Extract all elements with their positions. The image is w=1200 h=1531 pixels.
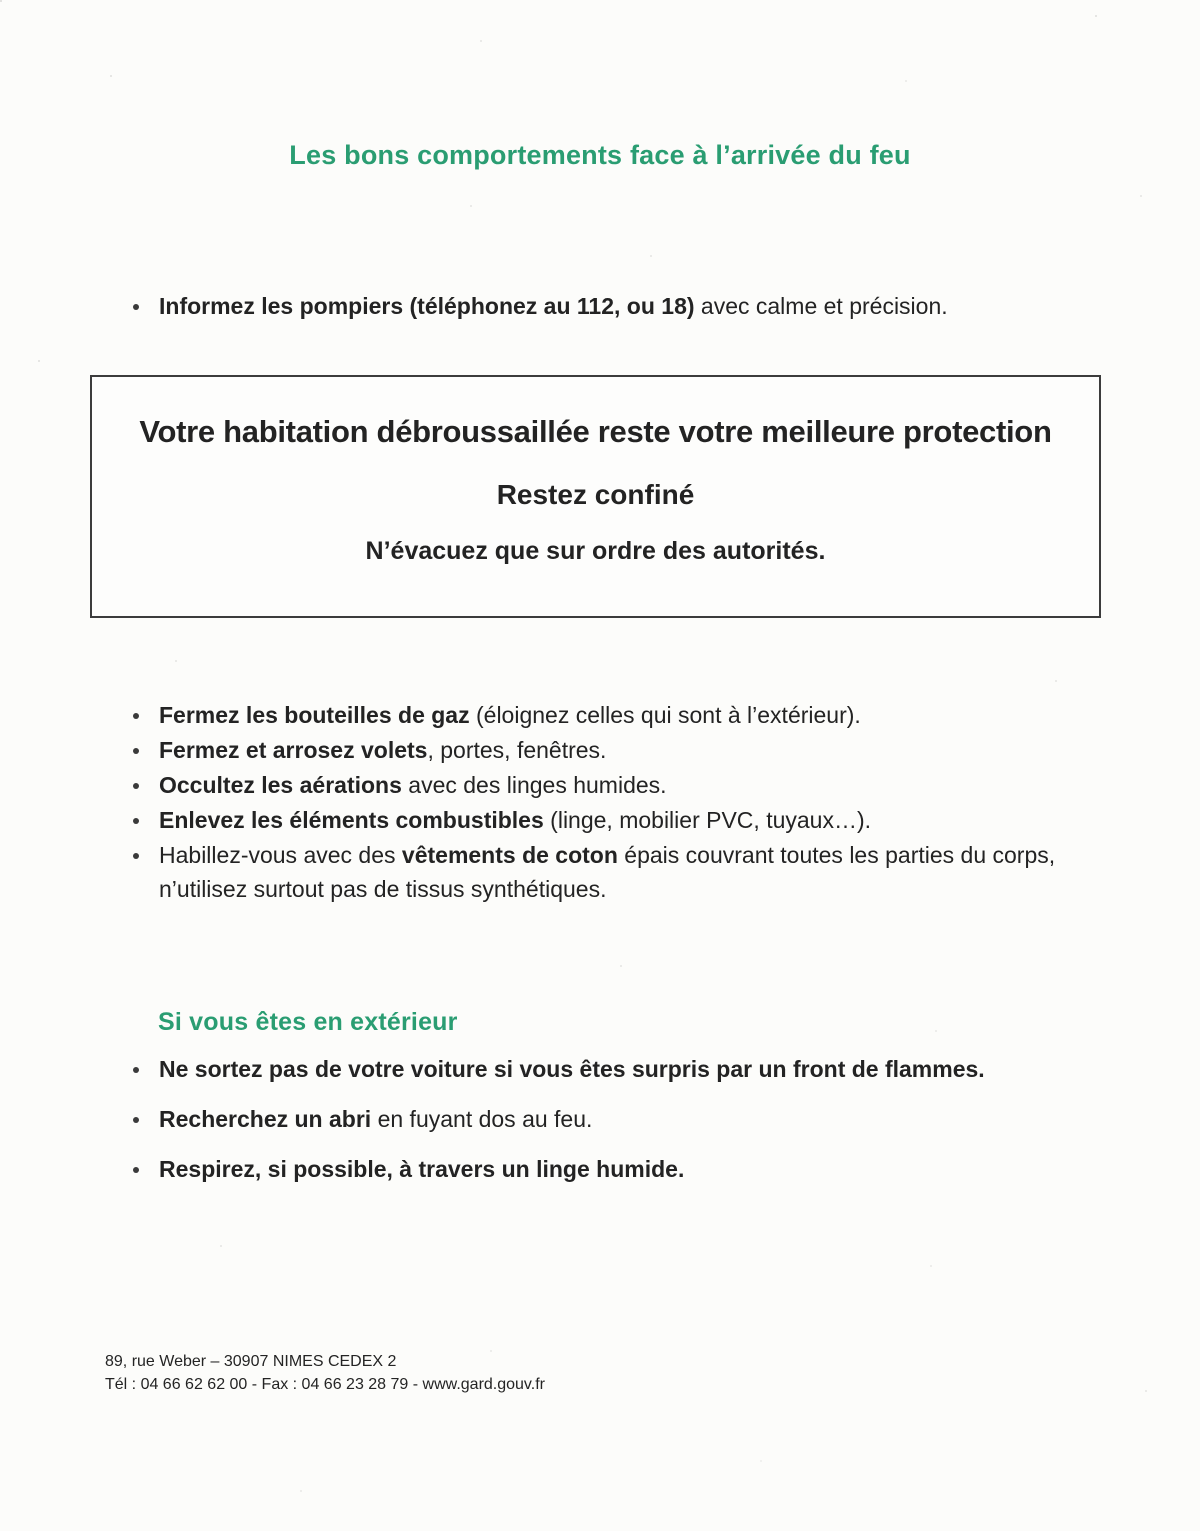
list-item-text: Recherchez un abri en fuyant dos au feu.	[159, 1106, 593, 1132]
alert-box-evacuation-message: N’évacuez que sur ordre des autorités.	[365, 537, 826, 565]
footer-address: 89, rue Weber – 30907 NIMES CEDEX 2	[105, 1353, 397, 1370]
list-item	[133, 698, 1085, 732]
list-item-text: Occultez les aérations avec des linges humides.	[159, 772, 667, 798]
list-item-text: Fermez les bouteilles de gaz (éloignez celles qui sont à l’extérieur).	[159, 702, 861, 728]
list-item-text: Ne sortez pas de votre voiture si vous êtes surpris par un front de flammes.	[159, 1056, 985, 1082]
bullet-icon	[133, 748, 139, 754]
bullet-icon	[133, 853, 139, 859]
footer-contact: Tél : 04 66 62 62 00 - Fax : 04 66 23 28 79 - www.gard.gouv.fr	[105, 1376, 545, 1393]
list-item-text: Respirez, si possible, à travers un linge humide.	[159, 1156, 685, 1182]
list-item-text: Enlevez les éléments combustibles (linge, mobilier PVC, tuyaux…).	[159, 807, 872, 833]
list-item	[133, 1152, 1133, 1186]
list-item	[133, 289, 1133, 323]
list-item	[133, 838, 1085, 906]
list-item	[133, 1102, 1133, 1136]
list-item	[133, 1052, 1133, 1086]
alert-box-stay-confined-message: Restez confiné	[496, 479, 695, 510]
bullet-icon	[133, 713, 139, 719]
bullet-icon	[133, 304, 139, 310]
list-item-text: Fermez et arrosez volets, portes, fenêtres.	[159, 737, 607, 763]
bullet-icon	[133, 1167, 139, 1173]
list-item-text: Habillez-vous avec des vêtements de coton épais couvrant toutes les parties du corps, n’utilisez surtout pas de tissus synthétiques.	[159, 842, 1056, 902]
bullet-icon	[133, 818, 139, 824]
page-title: Les bons comportements face à l’arrivée du feu	[289, 140, 911, 170]
intro-list	[133, 289, 1133, 323]
outdoor-section-heading: Si vous êtes en extérieur	[158, 1008, 458, 1036]
scan-noise	[0, 0, 2, 2]
footer	[105, 1350, 545, 1396]
alert-box-main-message: Votre habitation débroussaillée reste votre meilleure protection	[139, 414, 1052, 449]
list-item	[133, 733, 1085, 767]
bullet-icon	[133, 1067, 139, 1073]
indoor-actions-list	[133, 698, 1085, 907]
list-item-text: Informez les pompiers (téléphonez au 112, ou 18) avec calme et précision.	[159, 293, 948, 319]
list-item	[133, 768, 1085, 802]
outdoor-actions-list	[133, 1052, 1133, 1202]
alert-box	[90, 375, 1101, 618]
list-item	[133, 803, 1085, 837]
bullet-icon	[133, 783, 139, 789]
bullet-icon	[133, 1117, 139, 1123]
